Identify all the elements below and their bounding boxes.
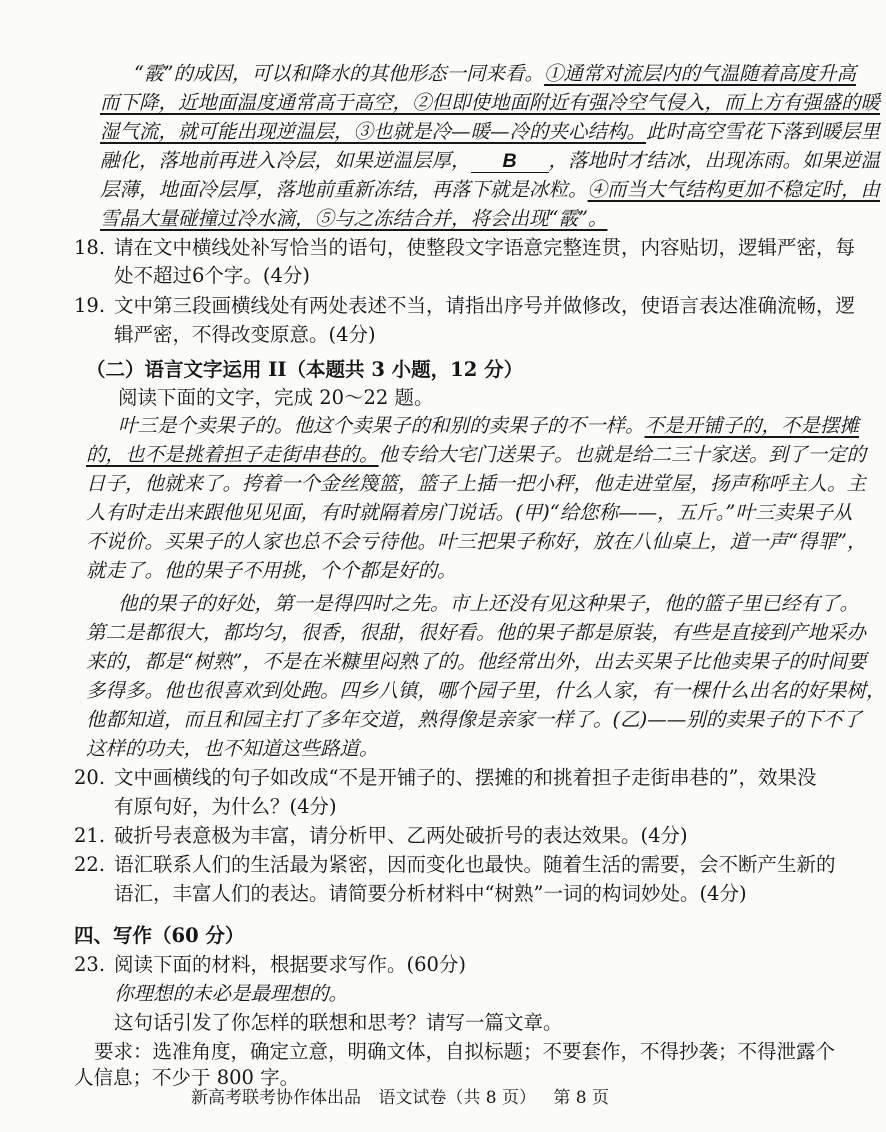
question-22-cont: 语汇，丰富人们的表达。请简要分析材料中“树熟”一词的构词妙处。(4分) [114, 882, 747, 905]
text: 此时高空雪花下落到暖层里 [646, 120, 881, 143]
question-19-cont: 辑严密，不得改变原意。(4分) [114, 323, 376, 346]
footer-page-number: 第 8 页 [553, 1088, 610, 1108]
writing-requirements: 要求：选准角度，确定立意，明确文体，自拟标题；不要套作，不得抄袭；不得泄露个 [94, 1040, 836, 1063]
question-text: 破折号表意极为丰富，请分析甲、乙两处破折号的表达效果。(4分) [114, 824, 688, 847]
question-20 [74, 764, 816, 792]
text: 融化，落地前再进入冷层，如果逆温层厚， [100, 149, 471, 172]
passage2-line: 第二是都很大，都均匀，很香，很甜，很好看。他的果子都是原装，有些是直接到产地采办 [86, 621, 867, 644]
question-text: 文中第三段画横线处有两处表述不当，请指出序号并做修改，使语言表达准确流畅，逻 [114, 294, 856, 317]
passage1-line [100, 118, 880, 146]
question-18 [74, 234, 855, 262]
text: “霰”的成因，可以和降水的其他形态一同来看。 [134, 62, 544, 85]
passage2-line: 来的，都是“树熟”，不是在米糠里闷熟了的。他经常出外，出去买果子比他卖果子的时间要 [86, 650, 867, 673]
text: 层薄，地面冷层厚，落地前重新冻结，再落下就是冰粒。 [100, 178, 588, 201]
question-19 [74, 292, 855, 320]
writing-prompt: 这句话引发了你怎样的联想和思考？请写一篇文章。 [114, 1011, 563, 1034]
section-heading: （二）语言文字运用 II（本题共 3 小题，12 分） [86, 358, 524, 381]
question-text: 语汇联系人们的生活最为紧密，因而变化也最快。随着生活的需要，会不断产生新的 [114, 853, 836, 876]
page-footer [0, 1086, 800, 1110]
passage2-line [86, 441, 866, 469]
passage2-line: 不说价。买果子的人家也总不会亏待他。叶三把果子称好，放在八仙桌上，道一声“得罪”， [86, 530, 867, 553]
text: ，落地时才结冰，出现冻雨。如果逆温 [548, 149, 881, 172]
passage1-line: 而下降，近地面温度通常高于高空，②但即使地面附近有强冷空气侵入，而上方有强盛的暖 [100, 91, 881, 114]
passage2-line: 人有时走出来跟他见见面，有时就隔着房门说话。(甲)“给您称——，五斤。”叶三卖果子从 [86, 501, 853, 524]
passage2-line: 这样的功夫，也不知道这些路道。 [86, 737, 379, 760]
question-21 [74, 822, 688, 850]
passage1-line [100, 176, 880, 204]
question-text: 请在文中横线处补写恰当的语句，使整段文字语意完整连贯，内容贴切，逻辑严密，每 [114, 236, 856, 259]
passage2-line: 就走了。他的果子不用挑，个个都是好的。 [86, 559, 457, 582]
question-20-cont: 有原句好，为什么？(4分) [114, 795, 337, 818]
section-intro: 阅读下面的文字，完成 20～22 题。 [118, 386, 434, 409]
footer-subject: 语文试卷（共 8 页） [378, 1088, 536, 1108]
section-heading: 四、写作（60 分） [74, 924, 245, 947]
underlined-text: 不是开铺子的，不是摆摊 [644, 414, 860, 437]
question-number: 20. [74, 766, 106, 789]
underlined-text: 的，也不是挑着担子走街串巷的。 [86, 443, 379, 466]
passage1-line [100, 147, 880, 175]
question-18-cont: 处不超过6个字。(4分) [114, 264, 311, 287]
passage1-line: 雪晶大量碰撞过冷水滴，⑤与之冻结合并，将会出现“霰”。 [100, 207, 608, 230]
question-text: 阅读下面的材料，根据要求写作。(60分) [114, 953, 467, 976]
fill-blank-b[interactable]: B [471, 150, 549, 173]
question-number: 19. [74, 294, 106, 317]
text: 叶三是个卖果子的。他这个卖果子的和别的卖果子的不一样。 [118, 414, 645, 437]
passage1-line [134, 60, 856, 88]
question-text: 文中画横线的句子如改成“不是开铺子的、摆摊的和挑着担子走街串巷的”，效果没 [114, 766, 817, 789]
passage2-line: 多得多。他也很喜欢到处跑。四乡八镇，哪个园子里，什么人家，有一棵什么出名的好果树， [86, 679, 886, 702]
question-number: 18. [74, 236, 106, 259]
passage2-line: 他的果子的好处，第一是得四时之先。市上还没有见这种果子，他的篮子里已经有了。 [118, 592, 860, 615]
writing-requirements-cont: 人信息；不少于 800 字。 [74, 1066, 300, 1089]
passage2-line: 他都知道，而且和园主打了多年交道，熟得像是亲家一样了。(乙)——别的卖果子的下不了 [86, 708, 862, 731]
underlined-text: ①通常对流层内的气温随着高度升高 [543, 62, 856, 85]
question-number: 21. [74, 824, 106, 847]
underlined-text: ④而当大气结构更加不稳定时，由 [587, 178, 881, 201]
passage2-line [118, 412, 859, 440]
question-22 [74, 851, 836, 879]
passage2-line: 日子，他就来了。挎着一个金丝篾篮，篮子上插一把小秤，他走进堂屋，扬声称呼主人。主 [86, 472, 867, 495]
text: 他专给大宅门送果子。也就是给二三十家送。到了一定的 [378, 443, 867, 466]
question-number: 22. [74, 853, 106, 876]
question-23 [74, 951, 466, 979]
writing-material: 你理想的未必是最理想的。 [114, 982, 349, 1005]
underlined-text: 湿气流，就可能出现逆温层，③也就是冷—暖—冷的夹心结构。 [100, 120, 647, 143]
footer-publisher: 新高考联考协作体出品 [190, 1088, 361, 1108]
question-number: 23. [74, 953, 106, 976]
